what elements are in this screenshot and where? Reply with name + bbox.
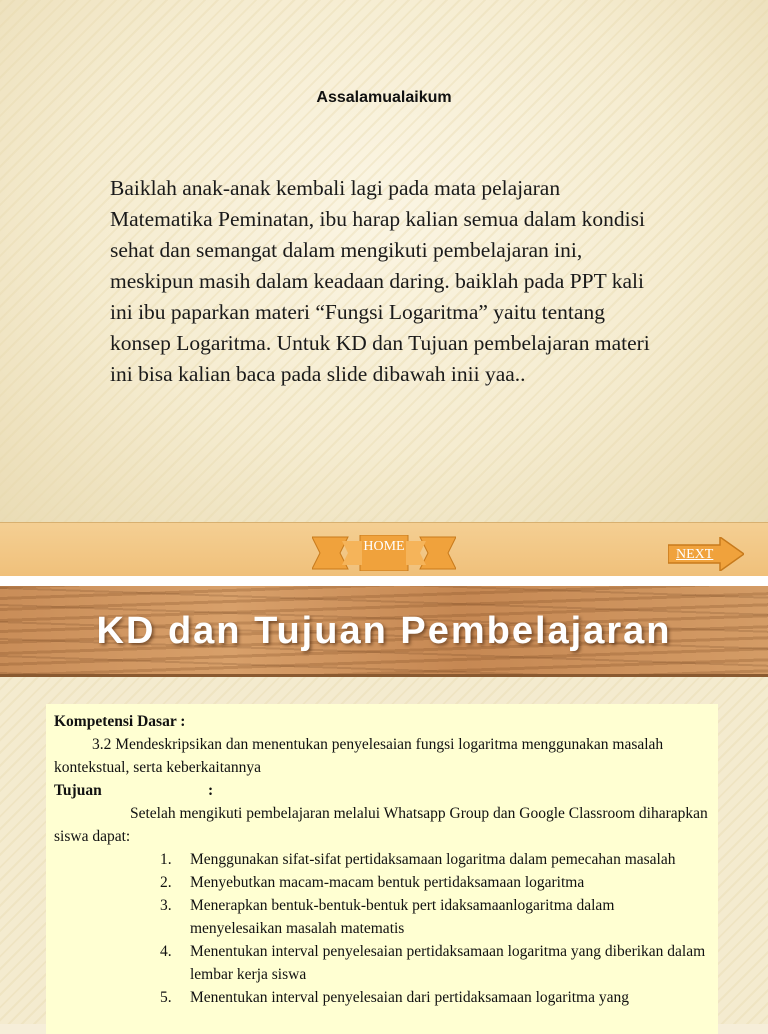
goal-number: 5. — [160, 989, 172, 1006]
purpose-text: Setelah mengikuti pembelajaran melalui Whatsapp Group dan Google Classroom diharapkan siswa dapat: — [54, 805, 708, 845]
kd-text: 3.2 Mendeskripsikan dan menentukan penyelesaian fungsi logaritma menggunakan masalah kontekstual, serta keberkaitannya — [54, 736, 664, 776]
goal-number: 4. — [160, 943, 172, 960]
content-box — [46, 704, 718, 1034]
slide-title: KD dan Tujuan Pembelajaran — [96, 610, 672, 652]
home-button-label: HOME — [363, 539, 405, 554]
goal-number: 2. — [160, 874, 172, 891]
goal-text: Menentukan interval penyelesaian dari pertidaksamaan logaritma yang — [190, 989, 629, 1006]
goal-text: Menerapkan bentuk-bentuk-bentuk pert idaksamaanlogaritma dalam menyelesaikan masalah matematis — [190, 897, 615, 937]
home-button[interactable] — [312, 535, 456, 571]
list-item — [160, 848, 710, 871]
list-item — [160, 871, 710, 894]
navigation-bar — [0, 522, 768, 578]
goal-text: Menentukan interval penyelesaian pertidaksamaan logaritma yang diberikan dalam lembar kerja siswa — [190, 943, 706, 983]
goal-number: 1. — [160, 851, 172, 868]
next-button[interactable] — [668, 537, 744, 571]
list-item — [160, 986, 710, 1009]
kd-heading: Kompetensi Dasar : — [54, 713, 186, 730]
goal-text: Menggunakan sifat-sifat pertidaksamaan logaritma dalam pemecahan masalah — [190, 851, 676, 868]
tujuan-colon: : — [208, 782, 214, 799]
greeting-heading: Assalamualaikum — [316, 89, 452, 106]
title-banner — [0, 586, 768, 677]
goals-list — [54, 848, 710, 1009]
intro-paragraph: Baiklah anak-anak kembali lagi pada mata pelajaran Matematika Peminatan, ibu harap kalian semua dalam kondisi sehat dan semangat dalam mengikuti pembelajaran ini, meskipun masih dalam keadaan daring. baiklah pada PPT kali ini ibu paparkan materi “Fungsi Logaritma” yaitu tentang konsep Logaritma. Untuk KD dan Tujuan pembelajaran materi ini bisa kalian baca pada slide dibawah inii yaa.. — [110, 176, 650, 386]
tujuan-label: Tujuan — [54, 782, 102, 799]
slide-divider — [0, 576, 768, 586]
list-item — [160, 940, 710, 986]
next-button-label: NEXT — [676, 547, 714, 562]
goal-number: 3. — [160, 897, 172, 914]
goal-text: Menyebutkan macam-macam bentuk pertidaksamaan logaritma — [190, 874, 585, 891]
kd-slide — [0, 586, 768, 1024]
list-item — [160, 894, 710, 940]
tujuan-row — [54, 779, 710, 802]
